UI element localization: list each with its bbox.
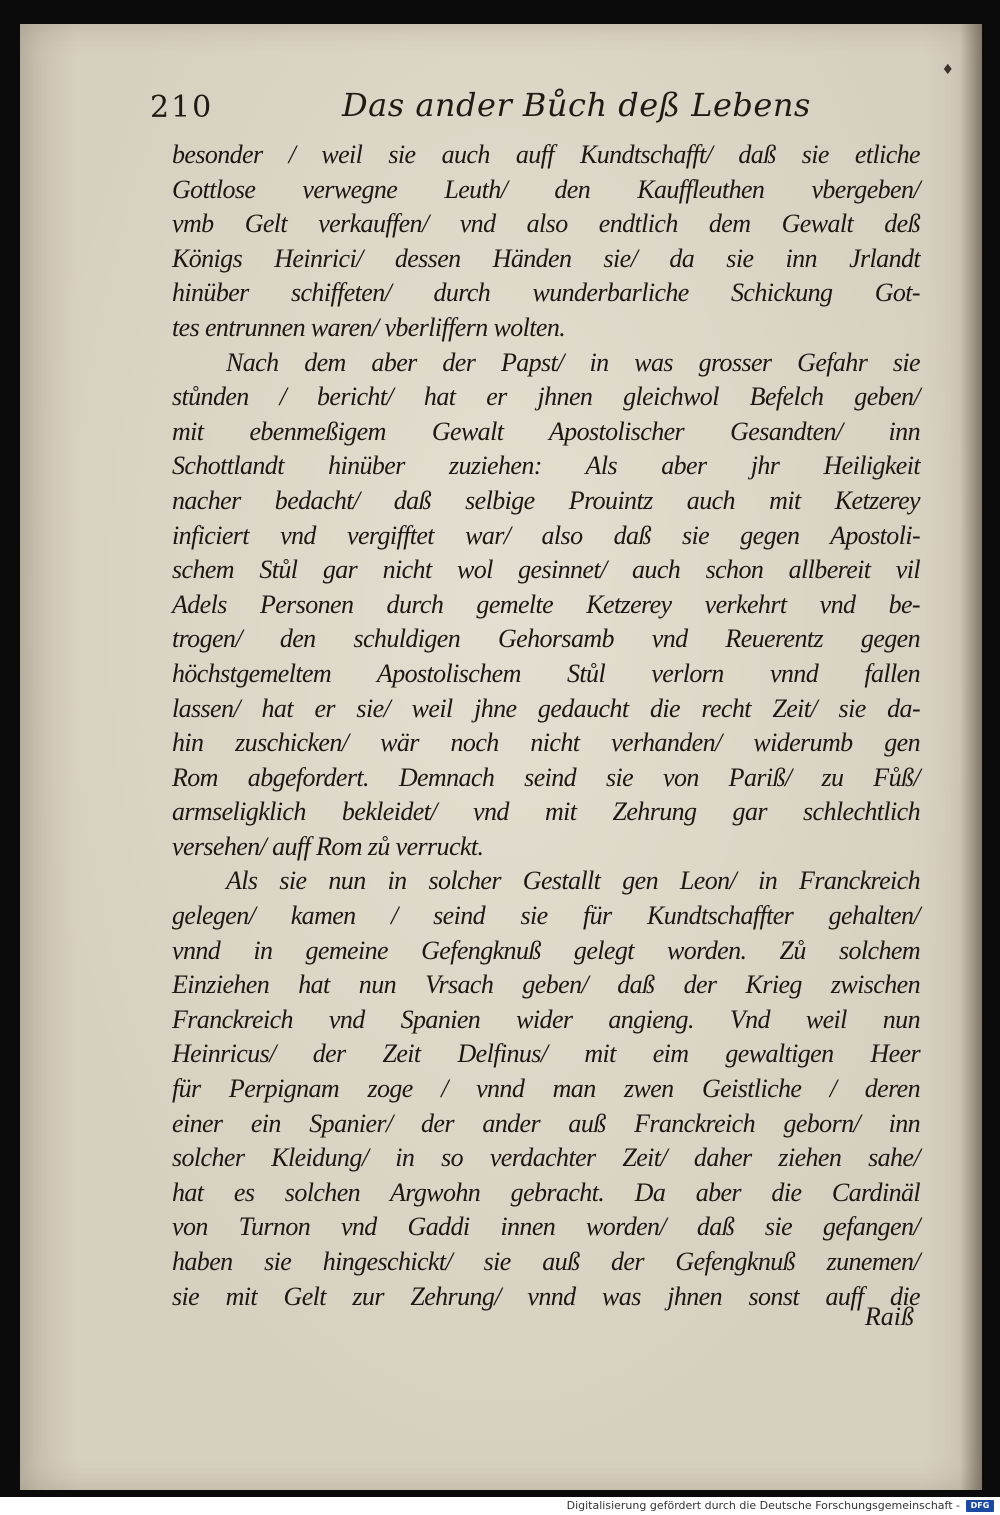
text-line: armseligklich bekleidet/ vnd mit Zehrung gar schlechtlich (172, 797, 920, 827)
text-line: Franckreich vnd Spanien wider angieng. Vnd weil nun (172, 1004, 920, 1034)
text-line: höchstgemeltem Apostolischem Stůl verlorn vnnd fallen (172, 658, 920, 688)
catchword: Raiß (864, 1302, 914, 1331)
text-line: von Turnon vnd Gaddi innen worden/ daß sie gefangen/ (172, 1212, 920, 1242)
footer-bar (0, 1497, 1000, 1515)
text-line: stůnden / bericht/ hat er jhnen gleichwol Befelch geben/ (172, 382, 920, 412)
text-line: Einziehen hat nun Vrsach geben/ daß der Krieg zwischen (172, 970, 920, 1000)
text-line: gelegen/ kamen / seind sie für Kundtschaffter gehalten/ (172, 901, 920, 931)
text-line: Adels Personen durch gemelte Ketzerey verkehrt vnd be- (172, 589, 920, 619)
page-number: 210 (150, 90, 214, 125)
text-line: schem Stůl gar nicht wol gesinnet/ auch schon allbereit vil (172, 555, 920, 585)
text-line: trogen/ den schuldigen Gehorsamb vnd Reuerentz gegen (172, 624, 920, 654)
text-line: haben sie hingeschickt/ sie auß der Gefengknuß zunemen/ (172, 1247, 920, 1276)
text-line: hinüber schiffeten/ durch wunderbarliche Schickung Got- (172, 278, 920, 308)
text-line: Nach dem aber der Papst/ in was grosser Gefahr sie (226, 347, 920, 377)
text-line: versehen/ auff Rom zů verruckt. (172, 831, 484, 861)
text-line: inficiert vnd vergifftet war/ also daß sie gegen Apostoli- (172, 520, 920, 550)
text-line: mit ebenmeßigem Gewalt Apostolischer Gesandten/ inn (172, 416, 920, 446)
text-line: einer ein Spanier/ der ander auß Franckreich geborn/ inn (172, 1108, 920, 1138)
text-line: vmb Gelt verkauffen/ vnd also endtlich dem Gewalt deß (172, 209, 920, 239)
text-line: sie mit Gelt zur Zehrung/ vnnd was jhnen sonst auff die (172, 1281, 920, 1311)
text-line: tes entrunnen waren/ vberliffern wolten. (172, 312, 566, 342)
running-head (150, 86, 811, 130)
running-title: Das ander Bůch deß Lebens (342, 86, 811, 124)
corner-mark: ♦ (941, 62, 954, 78)
text-line: hin zuschicken/ wär noch nicht verhanden/ widerumb gen (172, 728, 920, 758)
gutter-shadow (960, 24, 982, 1490)
dfg-logo: DFG (966, 1500, 994, 1512)
text-line: besonder / weil sie auch auff Kundtschafft/ daß sie etliche (172, 140, 920, 169)
body-text (172, 138, 920, 1314)
text-line: Rom abgefordert. Demnach seind sie von Pariß/ zu Fůß/ (172, 762, 920, 792)
text-line: lassen/ hat er sie/ weil jhne gedaucht die recht Zeit/ sie da- (172, 693, 920, 723)
text-line: Königs Heinrici/ dessen Händen sie/ da sie inn Jrlandt (172, 243, 920, 273)
text-line: nacher bedacht/ daß selbige Prouintz auch mit Ketzerey (172, 485, 920, 515)
text-line: hat es solchen Argwohn gebracht. Da aber die Cardinäl (172, 1177, 920, 1207)
text-line: vnnd in gemeine Gefengknuß gelegt worden. Zů solchem (172, 935, 920, 965)
text-line: Als sie nun in solcher Gestallt gen Leon/ in Franckreich (226, 866, 920, 896)
text-line: Schottlandt hinüber zuziehen: Als aber jhr Heiligkeit (172, 451, 920, 481)
text-line: Gottlose verwegne Leuth/ den Kauffleuthen vbergeben/ (172, 174, 920, 204)
text-line: solcher Kleidung/ in so verdachter Zeit/ daher ziehen sahe/ (172, 1143, 920, 1173)
text-line: Heinricus/ der Zeit Delfinus/ mit eim gewaltigen Heer (172, 1039, 920, 1069)
text-line: für Perpignam zoge / vnnd man zwen Geistliche / deren (172, 1074, 920, 1104)
footer-credit: Digitalisierung gefördert durch die Deutsche Forschungsgemeinschaft - (566, 1499, 960, 1512)
